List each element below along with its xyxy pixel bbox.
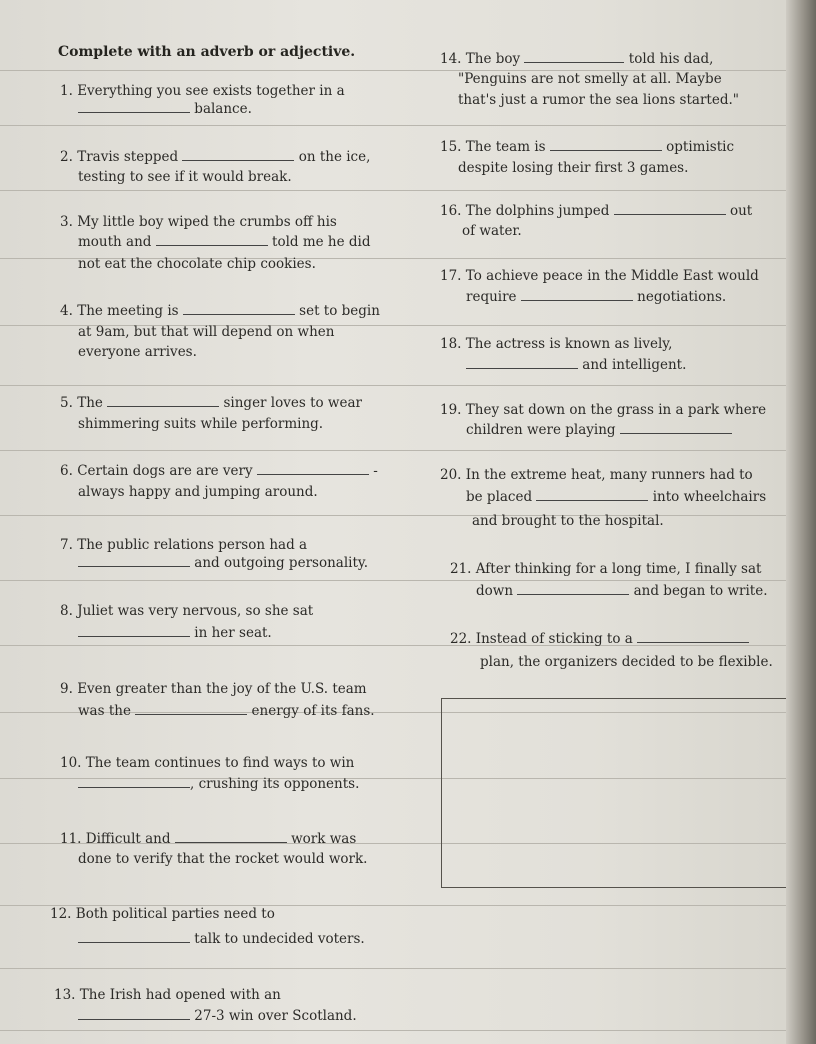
question-11-line-2: done to verify that the rocket would work. xyxy=(78,851,368,867)
question-13-line-2: 27-3 win over Scotland. xyxy=(78,1005,357,1027)
question-4-line-2: at 9am, but that will depend on when xyxy=(78,324,335,340)
question-8-line-2: in her seat. xyxy=(78,622,272,644)
answer-blank[interactable] xyxy=(78,930,190,943)
question-15: 15. The team is optimistic xyxy=(440,139,735,155)
question-14: 14. The boy told his dad, xyxy=(440,51,714,67)
question-20-line-3: and brought to the hospital. xyxy=(472,513,664,529)
page-rule xyxy=(0,450,786,451)
question-22: 22. Instead of sticking to a xyxy=(450,628,749,650)
page-rule xyxy=(0,385,786,386)
question-number: 19. xyxy=(440,402,462,418)
question-number: 11. xyxy=(60,831,82,847)
question-number: 8. xyxy=(60,603,73,619)
answer-blank[interactable] xyxy=(257,462,369,475)
question-number: 18. xyxy=(440,336,462,352)
question-3: 3. My little boy wiped the crumbs off his xyxy=(60,214,337,230)
answer-blank[interactable] xyxy=(78,100,190,113)
answer-blank[interactable] xyxy=(107,394,219,407)
question-5-line-2: shimmering suits while performing. xyxy=(78,416,324,432)
question-20-line-2: be placed into wheelchairs xyxy=(466,489,767,505)
question-10-line-2: , crushing its opponents. xyxy=(78,773,359,795)
question-20: 20. In the extreme heat, many runners had to xyxy=(440,467,753,483)
question-number: 20. xyxy=(440,467,462,483)
question-17: 17. To achieve peace in the Middle East would xyxy=(440,268,759,284)
answer-blank[interactable] xyxy=(637,630,749,643)
question-17-line-2: require negotiations. xyxy=(466,289,727,305)
answer-blank[interactable] xyxy=(78,775,190,788)
question-number: 14. xyxy=(440,51,462,67)
answer-blank[interactable] xyxy=(78,1007,190,1020)
question-12: 12. Both political parties need to xyxy=(50,906,275,922)
question-number: 5. xyxy=(60,395,73,411)
question-number: 17. xyxy=(440,268,462,284)
question-15-line-2: despite losing their first 3 games. xyxy=(458,160,689,176)
question-19-line-2: children were playing xyxy=(466,419,732,441)
question-7: 7. The public relations person had a xyxy=(60,537,308,553)
question-11: 11. Difficult and work was xyxy=(60,831,357,847)
question-5: 5. The singer loves to wear xyxy=(60,395,362,411)
answer-blank[interactable] xyxy=(135,702,247,715)
question-4: 4. The meeting is set to begin xyxy=(60,303,380,319)
page-rule xyxy=(0,125,786,126)
page-rule xyxy=(0,190,786,191)
question-number: 15. xyxy=(440,139,462,155)
question-14-line-3: that's just a rumor the sea lions started." xyxy=(458,92,739,108)
answer-blank[interactable] xyxy=(156,233,268,246)
answer-blank[interactable] xyxy=(182,148,294,161)
page-rule xyxy=(0,515,786,516)
question-7-line-2: and outgoing personality. xyxy=(78,552,368,574)
question-6: 6. Certain dogs are are very - xyxy=(60,463,378,479)
question-2: 2. Travis stepped on the ice, xyxy=(60,149,371,165)
question-3-line-2: mouth and told me he did xyxy=(78,234,371,250)
question-number: 9. xyxy=(60,681,73,697)
answer-blank[interactable] xyxy=(620,421,732,434)
question-14-line-2: "Penguins are not smelly at all. Maybe xyxy=(458,71,722,87)
question-number: 1. xyxy=(60,83,73,99)
question-16-line-2: of water. xyxy=(462,223,522,239)
page-rule xyxy=(0,1030,786,1031)
question-number: 22. xyxy=(450,631,472,647)
question-number: 7. xyxy=(60,537,73,553)
page-edge-shadow xyxy=(786,0,816,1044)
answer-blank[interactable] xyxy=(78,554,190,567)
question-10: 10. The team continues to find ways to win xyxy=(60,755,355,771)
question-2-line-2: testing to see if it would break. xyxy=(78,169,292,185)
question-number: 16. xyxy=(440,203,462,219)
question-12-line-2: talk to undecided voters. xyxy=(78,928,365,950)
question-3-line-3: not eat the chocolate chip cookies. xyxy=(78,256,316,272)
question-number: 12. xyxy=(50,906,72,922)
question-1-line-2: balance. xyxy=(78,98,252,120)
question-6-line-2: always happy and jumping around. xyxy=(78,484,318,500)
answer-blank[interactable] xyxy=(550,138,662,151)
question-number: 10. xyxy=(60,755,82,771)
empty-answer-box xyxy=(441,698,786,888)
question-8: 8. Juliet was very nervous, so she sat xyxy=(60,603,314,619)
question-18: 18. The actress is known as lively, xyxy=(440,336,673,352)
question-18-line-2: and intelligent. xyxy=(466,354,686,376)
answer-blank[interactable] xyxy=(183,302,295,315)
question-21-line-2: down and began to write. xyxy=(476,583,768,599)
question-9-line-2: was the energy of its fans. xyxy=(78,703,375,719)
answer-blank[interactable] xyxy=(466,356,578,369)
question-9: 9. Even greater than the joy of the U.S. team xyxy=(60,681,367,697)
question-19: 19. They sat down on the grass in a park where xyxy=(440,402,767,418)
question-22-line-2: plan, the organizers decided to be flexible. xyxy=(480,654,773,670)
question-number: 21. xyxy=(450,561,472,577)
answer-blank[interactable] xyxy=(524,50,624,63)
answer-blank[interactable] xyxy=(536,488,648,501)
question-16: 16. The dolphins jumped out xyxy=(440,203,753,219)
question-13: 13. The Irish had opened with an xyxy=(54,987,281,1003)
question-4-line-3: everyone arrives. xyxy=(78,344,197,360)
answer-blank[interactable] xyxy=(78,624,190,637)
question-21: 21. After thinking for a long time, I finally sat xyxy=(450,561,762,577)
question-number: 13. xyxy=(54,987,76,1003)
answer-blank[interactable] xyxy=(614,202,726,215)
question-1: 1. Everything you see exists together in a xyxy=(60,83,345,99)
question-number: 4. xyxy=(60,303,73,319)
question-number: 6. xyxy=(60,463,73,479)
answer-blank[interactable] xyxy=(521,288,633,301)
question-number: 3. xyxy=(60,214,73,230)
worksheet-title: Complete with an adverb or adjective. xyxy=(58,44,356,60)
answer-blank[interactable] xyxy=(175,830,287,843)
answer-blank[interactable] xyxy=(517,582,629,595)
page-rule xyxy=(0,968,786,969)
question-number: 2. xyxy=(60,149,73,165)
